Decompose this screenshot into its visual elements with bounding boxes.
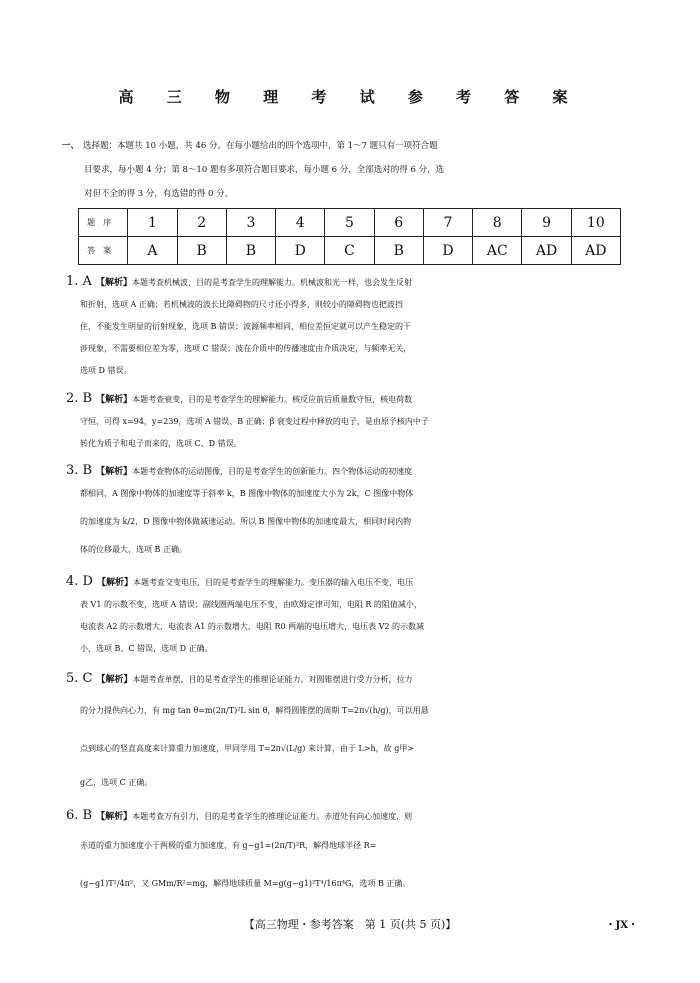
table-cell: B	[177, 237, 226, 265]
question-line: g乙，选项 C 正确。	[80, 778, 153, 787]
question-line: 4. D 【解析】本题考查交变电压，目的是考查学生的理解能力。变压器的输入电压不变，电压	[66, 574, 413, 589]
table-cell: AC	[473, 237, 522, 265]
question-line: 点到球心的竖直高度来计算重力加速度，甲同学用 T=2π√(L/g) 来计算，由于 L>h，故 g甲>	[80, 744, 415, 753]
question-number: 2. B	[66, 391, 93, 406]
question-line: 守恒，可得 x=94，y=239，选项 A 错误、B 正确；β 衰变过程中释放的电子，是由原子核内中子	[80, 417, 429, 426]
question-line: 转化为质子和电子而来的，选项 C、D 错误。	[80, 439, 242, 448]
question-line: 都相同，A 图像中物体的加速度等于斜率 k，B 图像中物体的加速度大小为 2k，C 图像中物体	[80, 489, 414, 498]
question-number: 4. D	[66, 574, 93, 589]
table-cell: 10	[571, 209, 620, 237]
table-cell: D	[276, 237, 325, 265]
table-cell: A	[128, 237, 177, 265]
table-cell: 7	[423, 209, 472, 237]
question-number: 5. C	[66, 671, 93, 686]
question-number: 6. B	[66, 808, 93, 823]
footer-text: 【高三物理・参考答案 第 1 页(共 5 页)】	[243, 918, 457, 931]
answer-table	[78, 208, 621, 265]
section-number: 一、	[62, 141, 80, 151]
table-cell: AD	[522, 237, 571, 265]
table-cell: 5	[325, 209, 374, 237]
question-line: 赤道的重力加速度小于两极的重力加速度，有 g−g1=(2π/T)²R，解得地球半径 R=	[80, 841, 377, 850]
analysis-tag: 【解析】	[96, 467, 133, 477]
question-line: 住，不能发生明显的衍射现象，选项 B 错误；波源频率相同，相位差恒定就可以产生稳定的干	[80, 322, 411, 331]
question-line: 电流表 A2 的示数增大，电流表 A1 的示数增大，电阻 R0 两端的电压增大，电压表 V2 的示数减	[80, 622, 425, 631]
table-header-answer: 答案	[79, 237, 128, 265]
table-cell: AD	[571, 237, 620, 265]
analysis-tag: 【解析】	[96, 812, 133, 822]
question-number: 3. B	[66, 463, 93, 478]
table-cell: 3	[226, 209, 275, 237]
section-instructions	[62, 134, 652, 206]
question-3	[66, 460, 638, 561]
question-1	[66, 271, 638, 382]
analysis-tag: 【解析】	[96, 675, 133, 685]
question-line: 小，选项 B、C 错误，选项 D 正确。	[80, 644, 213, 653]
question-line: (g−g1)T²/4π²，又 GMm/R²=mg，解得地球质量 M=g(g−g1)²T⁴/16π⁴G，选项 B 正确。	[80, 879, 411, 888]
question-line: 的加速度为 k/2，D 图像中物体做减速运动。所以 B 图像中物体的加速度最大，相同时间内物	[80, 517, 412, 526]
question-line: 表 V1 的示数不变，选项 A 错误；副线圈两端电压不变，由欧姆定律可知，电阻 R 的阻值减小，	[80, 600, 422, 609]
footer-mark: ・JX・	[605, 920, 638, 931]
question-line: 2. B 【解析】本题考查衰变，目的是考查学生的理解能力。核反应前后质量数守恒，核电荷数	[66, 391, 413, 406]
table-cell: D	[423, 237, 472, 265]
question-6	[66, 805, 638, 904]
table-cell: B	[226, 237, 275, 265]
question-4	[66, 571, 638, 660]
section-line-2: 目要求，每小题 4 分；第 8～10 题有多项符合题目要求，每小题 6 分，全部选对的得 6 分，选	[84, 165, 445, 175]
question-line: 1. A 【解析】本题考查机械波，目的是考查学生的理解能力。机械波和光一样，也会发生反射	[66, 274, 412, 289]
table-cell: C	[325, 237, 374, 265]
table-cell: 4	[276, 209, 325, 237]
page-footer	[0, 916, 700, 932]
table-cell: 9	[522, 209, 571, 237]
table-cell: 6	[374, 209, 423, 237]
table-row-numbers	[79, 209, 621, 237]
question-number: 1. A	[66, 274, 92, 289]
question-2	[66, 388, 638, 455]
question-line: 6. B 【解析】本题考查万有引力，目的是考查学生的推理论证能力。赤道处有向心加速度，则	[66, 808, 413, 823]
table-row-answers	[79, 237, 621, 265]
question-5	[66, 668, 638, 799]
analysis-tag: 【解析】	[96, 395, 133, 405]
analysis-tag: 【解析】	[95, 278, 132, 288]
question-line: 选项 D 错误。	[80, 366, 132, 375]
question-line: 涉现象，不需要相位差为零，选项 C 错误；波在介质中的传播速度由介质决定，与频率无关，	[80, 344, 412, 353]
page-title: 高 三 物 理 考 试 参 考 答 案	[118, 88, 582, 106]
section-line-3: 对但不全的得 3 分，有选错的得 0 分。	[84, 189, 234, 199]
table-cell: B	[374, 237, 423, 265]
question-line: 5. C 【解析】本题考查单摆，目的是考查学生的推理论证能力。对圆锥摆进行受力分析，拉力	[66, 671, 413, 686]
analysis-tag: 【解析】	[96, 578, 133, 588]
table-cell: 2	[177, 209, 226, 237]
question-line: 的分力提供向心力，有 mg tan θ=m(2π/T)²L sin θ，解得圆锥摆的周期 T=2π√(h/g)，可以用悬	[80, 706, 429, 715]
question-line: 3. B 【解析】本题考查物体的运动图像，目的是考查学生的创新能力。四个物体运动的初速度	[66, 463, 413, 478]
section-line-1: 一、 选择题：本题共 10 小题，共 46 分。在每小题给出的四个选项中，第 1～7 题只有一项符合题	[62, 141, 438, 151]
table-cell: 8	[473, 209, 522, 237]
question-line: 和折射，选项 A 正确；若机械波的波长比障碍物的尺寸还小得多，则较小的障碍物也把波挡	[80, 300, 403, 309]
table-cell: 1	[128, 209, 177, 237]
question-line: 体的位移最大，选项 B 正确。	[80, 545, 187, 554]
table-header-number: 题序	[79, 209, 128, 237]
